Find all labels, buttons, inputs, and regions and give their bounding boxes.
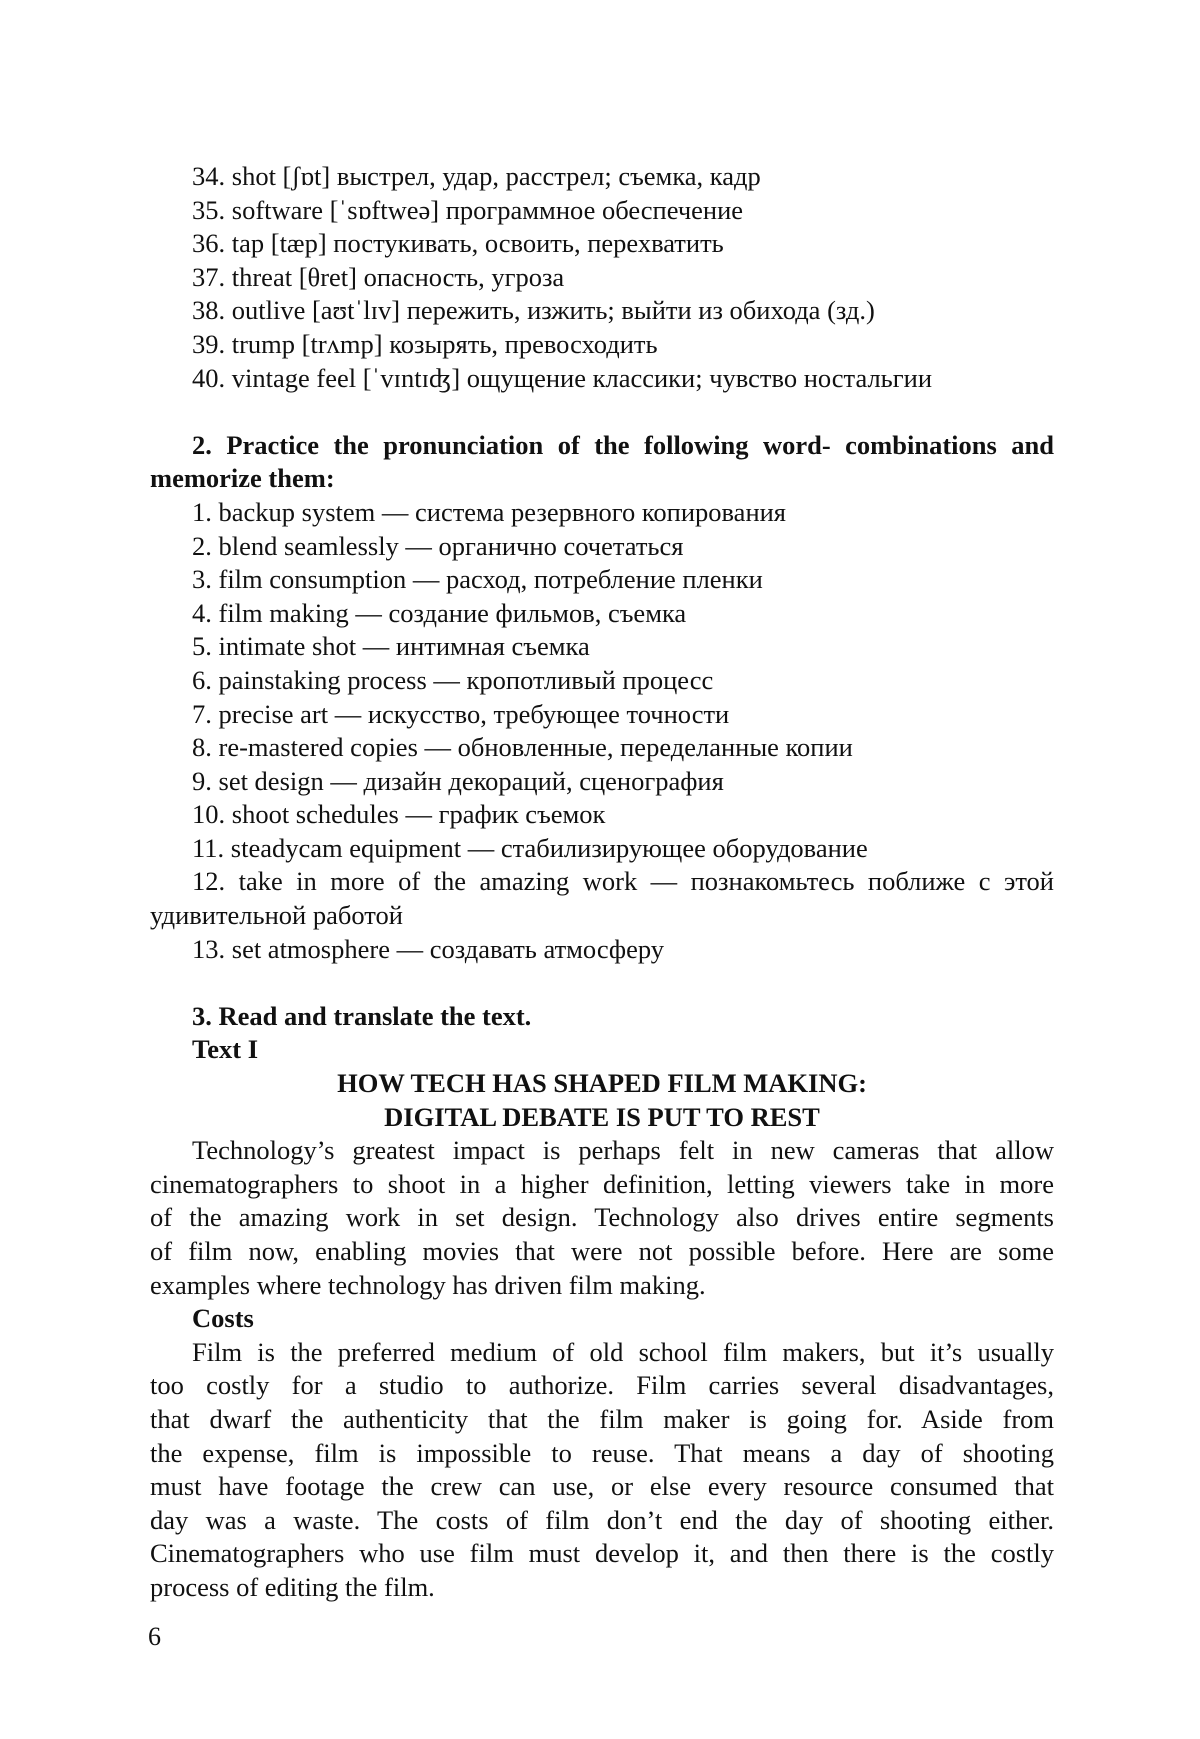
phrase-item: 11. steadycam equipment — стабилизирующее оборудование — [192, 832, 868, 863]
phrase-item: 13. set atmosphere — создавать атмосферу — [192, 933, 664, 964]
exercise-2 — [150, 429, 1054, 967]
exercise-2-heading: 2. Practice the pronunciation of the following word- combinations and — [192, 429, 1054, 460]
vocab-item: 35. software [ˈsɒftweə] программное обеспечение — [192, 194, 744, 225]
paragraph-line: day was a waste. The costs of film don’t end the day of shooting either. — [150, 1504, 1054, 1535]
article-title: HOW TECH HAS SHAPED FILM MAKING: — [337, 1068, 867, 1099]
phrase-item: 10. shoot schedules — график съемок — [192, 799, 606, 830]
paragraph-line: Cinematographers who use film must develop it, and then there is the costly — [150, 1538, 1054, 1569]
spacer — [150, 966, 1054, 1000]
vocabulary-list — [150, 160, 1054, 395]
phrase-item: 1. backup system — система резервного копирования — [192, 496, 786, 527]
vocab-item: 36. tap [tæp] постукивать, освоить, перехватить — [192, 228, 724, 259]
paragraph-line: that dwarf the authenticity that the film maker is going for. Aside from — [150, 1403, 1054, 1434]
phrase-item: 8. re-mastered copies — обновленные, переделанные копии — [192, 732, 853, 763]
vocab-item: 37. threat [θret] опасность, угроза — [192, 261, 565, 292]
paragraph-line: too costly for a studio to authorize. Film carries several disadvantages, — [150, 1370, 1054, 1401]
paragraph-line: Technology’s greatest impact is perhaps felt in new cameras that allow — [192, 1135, 1054, 1166]
paragraph-line: must have footage the crew can use, or else every resource consumed that — [150, 1471, 1054, 1502]
paragraph-line: cinematographers to shoot in a higher definition, letting viewers take in more — [150, 1168, 1054, 1199]
paragraph-line: of film now, enabling movies that were not possible before. Here are some — [150, 1236, 1054, 1266]
spacer — [150, 395, 1054, 429]
article-title-cont: DIGITAL DEBATE IS PUT TO REST — [384, 1101, 820, 1132]
paragraph-intro — [150, 1134, 1054, 1302]
exercise-2-heading-cont: memorize them: — [150, 463, 335, 494]
vocab-item: 38. outlive [aʊtˈlɪv] пережить, изжить; выйти из обихода (зд.) — [192, 295, 875, 326]
text-label: Text I — [192, 1034, 259, 1065]
document-page — [150, 160, 1054, 1605]
phrase-item: 12. take in more of the amazing work — познакомьтесь поближе с этой — [192, 866, 1054, 897]
vocab-item: 40. vintage feel [ˈvɪntɪʤ] ощущение классики; чувство ностальгии — [192, 362, 932, 393]
exercise-3-heading: 3. Read and translate the text. — [192, 1000, 532, 1031]
phrase-item: 6. painstaking process — кропотливый процесс — [192, 664, 714, 695]
exercise-3 — [150, 1000, 1054, 1605]
paragraph-line: the expense, film is impossible to reuse. That means a day of shooting — [150, 1437, 1054, 1468]
paragraph-line: process of editing the film. — [150, 1571, 435, 1602]
paragraph-costs — [150, 1336, 1054, 1605]
phrase-item: 2. blend seamlessly — органично сочетаться — [192, 530, 684, 561]
paragraph-line: of the amazing work in set design. Technology also drives entire segments — [150, 1202, 1054, 1233]
phrase-item: 9. set design — дизайн декораций, сценография — [192, 765, 724, 796]
phrase-item-cont: удивительной работой — [150, 900, 403, 931]
vocab-item: 39. trump [trʌmp] козырять, превосходить — [192, 328, 658, 359]
phrase-item: 4. film making — создание фильмов, съемка — [192, 597, 687, 628]
vocab-item: 34. shot [ʃɒt] выстрел, удар, расстрел; съемка, кадр — [192, 161, 761, 191]
page-number: 6 — [148, 1622, 161, 1651]
phrase-item: 3. film consumption — расход, потребление пленки — [192, 564, 763, 595]
phrase-item: 7. precise art — искусство, требующее точности — [192, 698, 730, 729]
paragraph-line: examples where technology has driven film making. — [150, 1269, 706, 1300]
section-heading-costs: Costs — [192, 1303, 254, 1334]
paragraph-line: Film is the preferred medium of old school film makers, but it’s usually — [192, 1336, 1054, 1367]
phrase-item: 5. intimate shot — интимная съемка — [192, 631, 590, 662]
